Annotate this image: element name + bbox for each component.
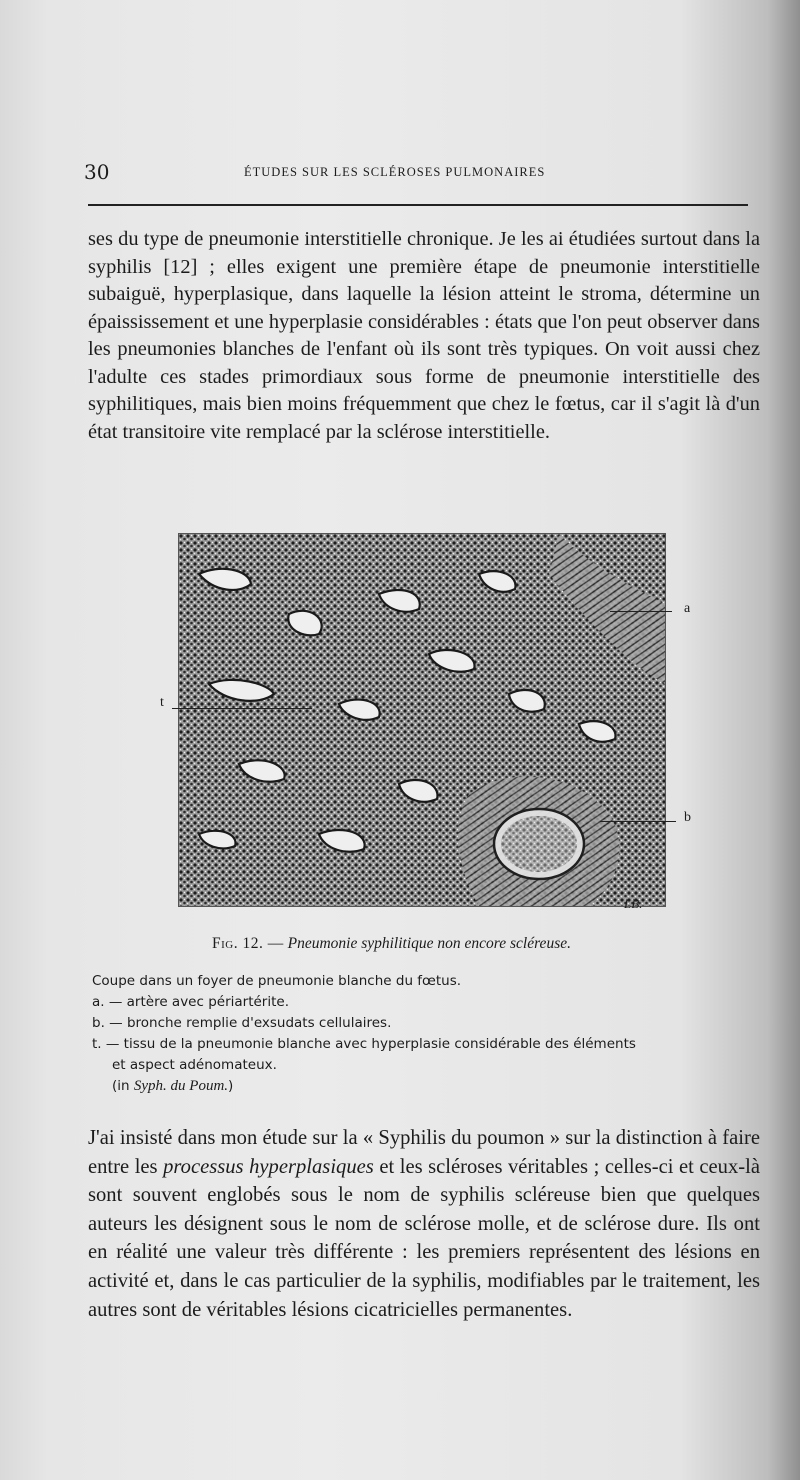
label-t-leader (172, 708, 312, 709)
legend-line-t-continued: et aspect adénomateux. (112, 1057, 277, 1073)
figure-label-b: b (684, 810, 691, 825)
running-title: ÉTUDES SUR LES SCLÉROSES PULMONAIRES (244, 165, 546, 179)
figure-label-t: t (160, 695, 164, 710)
engraver-signature: LB. (624, 896, 643, 911)
legend-source (92, 1076, 762, 1097)
label-a-leader (610, 611, 672, 612)
figure-label-a: a (684, 601, 691, 616)
legend-source-title: Syph. du Poum. (133, 1078, 229, 1094)
legend-source-suffix: ) (228, 1078, 234, 1094)
paragraph-2-italic: processus hyperplasiques (163, 1155, 374, 1178)
legend-line: Coupe dans un foyer de pneumonie blanche du fœtus. (92, 973, 462, 989)
paragraph-2-end: et les scléroses véritables ; celles-ci et ceux-là sont souvent englobés sous le nom de syphilis scléreuse bien que quelques auteurs les désignent sous le nom de sclérose molle, et de sclérose dure. Ils ont en réalité une valeur très différente : les premiers représentent des lésions en activité et, dans le cas particulier de la syphilis, modifiables par le traitement, les autres sont de véritables lésions cicatricielles permanentes. (88, 1155, 760, 1321)
legend-line-b: b. — bronche remplie d'exsudats cellulaires. (92, 1015, 392, 1031)
figure-number: Fig. 12. — (212, 935, 284, 952)
paragraph-2 (88, 1124, 760, 1324)
figure-title: Pneumonie syphilitique non encore scléreuse. (287, 935, 571, 952)
legend-line-a: a. — artère avec périartérite. (92, 994, 289, 1010)
paragraph-2-start: J'ai insisté dans mon étude sur la « Syphilis du poumon » sur la distinction à faire entre les (88, 1127, 760, 1178)
histology-engraving (179, 534, 665, 906)
header-rule (88, 204, 748, 206)
page-number: 30 (84, 160, 110, 184)
label-b-leader (600, 821, 676, 822)
legend-source-prefix: (in (112, 1078, 130, 1094)
legend-line-t: t. — tissu de la pneumonie blanche avec hyperplasie considérable des éléments (92, 1036, 636, 1052)
paragraph-1: ses du type de pneumonie interstitielle chronique. Je les ai étudiées surtout dans la syphilis [12] ; elles exigent une première étape de pneumonie interstitielle subaiguë, hyperplasique, dans laquelle la lésion atteint le stroma, détermine un épaississement et une hyperplasie considérables : états que l'on peut observer dans les pneumonies blanches de l'enfant où ils sont très typiques. On voit aussi chez l'adulte ces stades primordiaux sous forme de pneumonie interstitielle des syphilitiques, mais bien moins fréquemment que chez le fœtus, car il s'agit là d'un état transitoire vite remplacé par la sclérose interstitielle. (88, 228, 760, 443)
figure-histology-illustration (178, 533, 666, 907)
figure-caption (212, 935, 571, 953)
figure-legend (92, 971, 762, 1097)
